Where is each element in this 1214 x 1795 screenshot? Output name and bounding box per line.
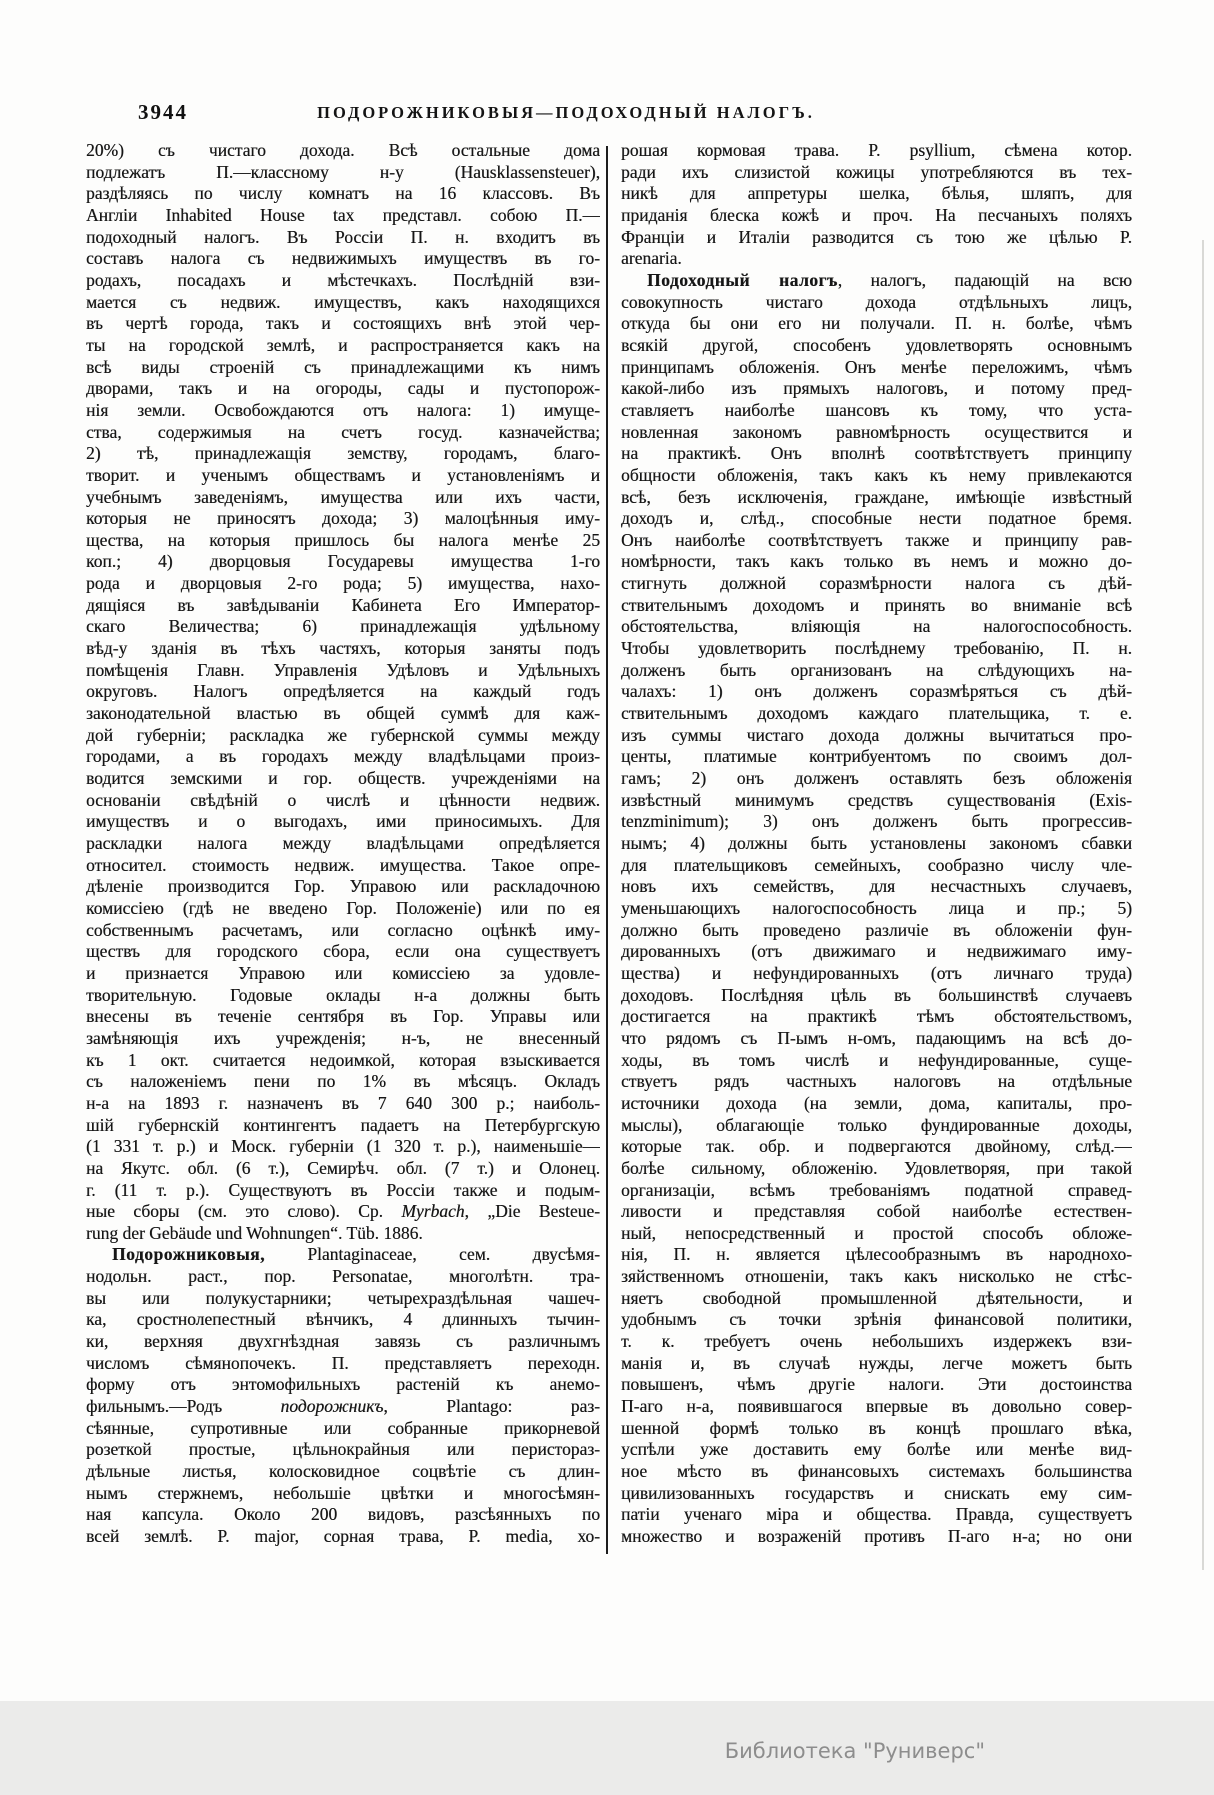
- text-line: комиссіею (гдѣ не введено Гор. Положеніе) или по ея: [86, 897, 600, 918]
- text-line: какой-либо изъ прямыхъ налоговъ, и потому пред-: [621, 378, 1132, 399]
- text-line: принципамъ обложенія. Онъ менѣе переложимъ, чѣмъ: [621, 356, 1132, 377]
- text-line: удобнымъ съ точки зрѣнія финансовой политики,: [621, 1309, 1132, 1330]
- text-line: подлежатъ П.—классному н-у (Hausklassensteuer),: [86, 161, 600, 182]
- text-line: доходовъ. Послѣдняя цѣль въ большинствѣ случаевъ: [621, 984, 1132, 1005]
- text-line: ществъ для городского сбора, если она существуетъ: [86, 941, 600, 962]
- text-line: въ чертѣ города, такъ и состоящихъ внѣ этой чер-: [86, 313, 600, 334]
- text-line: манія и, въ случаѣ нужды, легче можетъ быть: [621, 1352, 1132, 1373]
- text-line: центы, платимые контрибуентомъ по своимъ дол-: [621, 746, 1132, 767]
- text-line: ливости и представляя собой наиболѣе естествен-: [621, 1201, 1132, 1222]
- text-line: помѣщенія Главн. Управленія Удѣловъ и Удѣльныхъ: [86, 659, 600, 680]
- text-line: рошая кормовая трава. P. psyllium, сѣмена котор.: [621, 140, 1132, 160]
- text-line: никѣ для аппретуры шелка, бѣлья, шляпъ, для: [621, 183, 1132, 204]
- text-line: (1 331 т. р.) и Моск. губерніи (1 320 т. р.), наименьшіе—: [86, 1136, 600, 1157]
- text-line: основаніи свѣдѣній о числѣ и цѣнности недвиж.: [86, 789, 600, 810]
- text-line: 2) тѣ, принадлежащія земству, городамъ, благо-: [86, 443, 600, 464]
- text-line: ствительнымъ доходомъ и принять во вниманіе всѣ: [621, 594, 1132, 615]
- text-line: съ наложеніемъ пени по 1% въ мѣсяцъ. Окладъ: [86, 1071, 600, 1092]
- text-line: ствительнымъ доходомъ каждаго плательщика, т. е.: [621, 703, 1132, 724]
- right-column: [621, 140, 1132, 1548]
- text-line: дированныхъ (отъ движимаго и недвижимаго иму-: [621, 941, 1132, 962]
- text-line: повышенъ, чѣмъ другіе налоги. Эти достоинства: [621, 1374, 1132, 1395]
- text-line: доходъ и, слѣд., способные нести податное бремя.: [621, 508, 1132, 529]
- text-line: всей землѣ. P. major, сорная трава, P. media, хо-: [86, 1526, 600, 1546]
- text-line: ная капсула. Около 200 видовъ, разсѣянныхъ по: [86, 1504, 600, 1525]
- text-line: собственнымъ расчетамъ, или согласно оцѣнкѣ иму-: [86, 919, 600, 940]
- text-line: Онъ наиболѣе соотвѣтствуетъ также и принципу рав-: [621, 529, 1132, 550]
- text-line: 20%) съ чистаго дохода. Всѣ остальные дома: [86, 140, 600, 160]
- text-line: г. (11 т. р.). Существуютъ въ Россіи также и подым-: [86, 1179, 600, 1200]
- text-line: ки, верхняя двухгнѣздная завязь съ различнымъ: [86, 1331, 600, 1352]
- text-line: щества) и нефундированныхъ (отъ личнаго труда): [621, 962, 1132, 983]
- text-line: успѣли уже доставить ему болѣе или менѣе вид-: [621, 1439, 1132, 1460]
- text-line: творительную. Годовые оклады н-а должны быть: [86, 984, 600, 1005]
- text-line: множество и возраженій противъ П-аго н-а; но они: [621, 1526, 1132, 1546]
- text-line: мается съ недвиж. имуществъ, какъ находящихся: [86, 291, 600, 312]
- text-line: извѣстный минимумъ средствъ существованія (Exis-: [621, 789, 1132, 810]
- text-line: форму отъ энтомофильныхъ растеній къ анемо-: [86, 1374, 600, 1395]
- text-line: нія земли. Освобождаются отъ налога: 1) имуще-: [86, 399, 600, 420]
- text-line: патіи ученаго міра и общества. Правда, существуетъ: [621, 1504, 1132, 1525]
- text-line: н-а на 1893 г. назначенъ въ 7 640 300 р.; наиболь-: [86, 1092, 600, 1113]
- text-line: раздѣляясь по числу комнатъ на 16 классовъ. Въ: [86, 183, 600, 204]
- runivers-watermark: Библиотека "Руниверс": [724, 1739, 985, 1763]
- text-line: внесены въ теченіе сентября въ Гор. Управы или: [86, 1006, 600, 1027]
- text-line: дѣльные листья, колосковидное соцвѣтіе съ длин-: [86, 1461, 600, 1482]
- text-line: шенной формѣ только въ концѣ прошлаго вѣка,: [621, 1417, 1132, 1438]
- text-line: совокупность чистаго дохода отдѣльныхъ лицъ,: [621, 291, 1132, 312]
- text-line: нымъ; 4) должны быть установлены закономъ сбавки: [621, 833, 1132, 853]
- text-line: нодольн. раст., пор. Personatae, многолѣтн. тра-: [86, 1266, 600, 1287]
- text-line: замѣняющія ихъ учрежденія; н-ъ, не внесенный: [86, 1027, 600, 1048]
- text-line: родахъ, посадахъ и мѣстечкахъ. Послѣдній взи-: [86, 269, 600, 290]
- text-line: водится земскими и гор. обществ. учрежденіями на: [86, 768, 600, 789]
- text-line: учебнымъ заведеніямъ, имущества или ихъ части,: [86, 486, 600, 507]
- text-line: новъ ихъ семействъ, для несчастныхъ случаевъ,: [621, 876, 1132, 897]
- left-column: [86, 140, 600, 1548]
- text-line: относител. стоимость недвиж. имущества. Такое опре-: [86, 854, 600, 875]
- text-line: нія, П. н. является цѣлесообразнымъ въ народнохо-: [621, 1244, 1132, 1265]
- text-line: общности обложенія, такъ какъ къ нему привлекаются: [621, 464, 1132, 485]
- text-line: на Якутс. обл. (6 т.), Семирѣч. обл. (7 т.) и Олонец.: [86, 1157, 600, 1178]
- text-line: Франціи и Италіи разводится съ тою же цѣлью P.: [621, 226, 1132, 247]
- text-line: ставляетъ наиболѣе шансовъ къ тому, что уста-: [621, 399, 1132, 420]
- text-line: которыя не приносятъ дохода; 3) малоцѣнныя иму-: [86, 508, 600, 529]
- text-line: обстоятельства, вліяющія на налогоспособность.: [621, 616, 1132, 637]
- text-line: приданія блеска кожѣ и проч. На песчаныхъ поляхъ: [621, 204, 1132, 225]
- text-line: на практикѣ. Онъ вполнѣ соотвѣтствуетъ принципу: [621, 443, 1132, 464]
- text-line: для плательщиковъ семейныхъ, сообразно числу чле-: [621, 854, 1132, 875]
- text-line: розеткой простые, цѣльнокрайныя или перистораз-: [86, 1439, 600, 1460]
- text-line: источники дохода (на земли, дома, капиталы, про-: [621, 1092, 1132, 1113]
- text-line: законодательной властью въ общей суммѣ для каж-: [86, 703, 600, 724]
- text-line: нымъ стержнемъ, небольшіе цвѣтки и многосѣмян-: [86, 1482, 600, 1503]
- text-line: къ 1 окт. считается недоимкой, которая взыскивается: [86, 1049, 600, 1070]
- text-line: всѣ виды строеній съ принадлежащими къ нимъ: [86, 356, 600, 377]
- page-edge-shadow: [1202, 240, 1204, 1570]
- text-line: мыслы), облагающіе только фундированные доходы,: [621, 1114, 1132, 1135]
- text-line: щества, на которыя пришлось бы налога менѣе 25: [86, 529, 600, 550]
- text-line: Подорожниковыя, Plantaginaceae, сем. двусѣмя-: [112, 1244, 600, 1265]
- text-line: раскладки налога между владѣльцами опредѣляется: [86, 833, 600, 853]
- text-line: коп.; 4) дворцовыя Государевы имущества 1-го: [86, 551, 600, 572]
- text-line: arenaria.: [621, 248, 682, 269]
- text-line: рода и дворцовыя 2-го рода; 5) имущества, нахо-: [86, 573, 600, 594]
- text-line: которые так. обр. и подвергаются двойному, слѣд.—: [621, 1136, 1132, 1157]
- text-line: ради ихъ слизистой кожицы употребляются въ тех-: [621, 161, 1132, 182]
- text-line: дящіяся въ завѣдываніи Кабинета Его Император-: [86, 594, 600, 615]
- text-line: изъ суммы чистаго дохода должны вычитаться про-: [621, 724, 1132, 745]
- text-line: дворами, такъ и на огороды, сады и пустопорож-: [86, 378, 600, 399]
- text-line: стигнуть должной соразмѣрности налога съ дѣй-: [621, 573, 1132, 594]
- text-line: ходы, въ томъ числѣ и нефундированные, суще-: [621, 1049, 1132, 1070]
- text-line: вы или полукустарники; четырехраздѣльная чашеч-: [86, 1287, 600, 1308]
- text-line: ное мѣсто въ финансовыхъ системахъ большинства: [621, 1461, 1132, 1482]
- text-line: уменьшающихъ налогоспособность лица и пр.; 5): [621, 897, 1132, 918]
- footer-band: [0, 1701, 1214, 1795]
- running-title: ПОДОРОЖНИКОВЫЯ—ПОДОХОДНЫЙ НАЛОГЪ.: [317, 103, 815, 122]
- text-line: т. к. требуетъ очень небольшихъ издержекъ взи-: [621, 1331, 1132, 1352]
- text-line: и признается Управою или комиссіею за удовле-: [86, 962, 600, 983]
- text-line: Чтобы удовлетворить послѣднему требованію, П. н.: [621, 638, 1132, 659]
- column-divider: [606, 146, 608, 1554]
- text-line: что рядомъ съ П-ымъ н-омъ, падающимъ на всѣ до-: [621, 1027, 1132, 1048]
- text-line: откуда бы они его ни получали. П. н. болѣе, чѣмъ: [621, 313, 1132, 334]
- text-line: округовъ. Налогъ опредѣляется на каждый годъ: [86, 681, 600, 702]
- text-line: скаго Величества; 6) принадлежащія удѣльному: [86, 616, 600, 637]
- text-line: имуществъ и о выгодахъ, ими приносимыхъ. Для: [86, 811, 600, 832]
- text-line: номѣрности, такъ какъ только въ немъ и можно до-: [621, 551, 1132, 572]
- text-line: П-аго н-а, появившагося впервые въ довольно совер-: [621, 1396, 1132, 1417]
- text-line: организаціи, всѣмъ требованіямъ податной справед-: [621, 1179, 1132, 1200]
- text-line: должно быть проведено различіе въ обложеніи фун-: [621, 919, 1132, 940]
- text-line: ный, непосредственный и простой способъ обложе-: [621, 1222, 1132, 1243]
- text-line: ты на городской землѣ, и распространяется какъ на: [86, 334, 600, 355]
- text-line: болѣе сильному, обложенію. Удовлетворяя, при такой: [621, 1157, 1132, 1178]
- text-line: всякій другой, способенъ удовлетворять основнымъ: [621, 334, 1132, 355]
- text-line: зяйственномъ отношеніи, такъ какъ нисколько не стѣс-: [621, 1266, 1132, 1287]
- text-line: творит. и ученымъ обществамъ и установленіямъ и: [86, 464, 600, 485]
- page-number: 3944: [138, 100, 188, 124]
- text-line: Англіи Inhabited House tax представл. собою П.—: [86, 204, 600, 225]
- text-line: Подоходный налогъ, налогъ, падающій на всю: [647, 269, 1132, 290]
- text-line: няетъ свободной промышленной дѣятельности, и: [621, 1287, 1132, 1308]
- text-line: tenzminimum); 3) онъ долженъ быть прогрессив-: [621, 811, 1132, 832]
- text-line: ствуетъ рядъ частныхъ налоговъ на отдѣльные: [621, 1071, 1132, 1092]
- text-line: ства, содержимыя на счетъ госуд. казначейства;: [86, 421, 600, 442]
- text-line: новленная закономъ равномѣрность осуществится и: [621, 421, 1132, 442]
- text-line: сѣянные, супротивные или собранные прикорневой: [86, 1417, 600, 1438]
- text-line: ка, сростнолепестный вѣнчикъ, 4 длинныхъ тычин-: [86, 1309, 600, 1330]
- text-line: чалахъ: 1) онъ долженъ соразмѣряться съ дѣй-: [621, 681, 1132, 702]
- text-line: rung der Gebäude und Wohnungen“. Tüb. 1886.: [86, 1222, 423, 1243]
- text-line: цивилизованныхъ государствъ и снискать ему сим-: [621, 1482, 1132, 1503]
- text-line: дой губерніи; раскладка же губернской суммы между: [86, 724, 600, 745]
- text-line: шій губернскій контингентъ падаетъ на Петербургскую: [86, 1114, 600, 1135]
- text-line: гамъ; 2) онъ долженъ оставлять безъ обложенія: [621, 768, 1132, 789]
- text-line: подоходный налогъ. Въ Россіи П. н. входитъ въ: [86, 226, 600, 247]
- text-line: достигается на практикѣ тѣмъ обстоятельствомъ,: [621, 1006, 1132, 1027]
- text-line: числомъ сѣмянопочекъ. П. представляетъ переходн.: [86, 1352, 600, 1373]
- text-line: фильнымъ.—Родъ подорожникъ, Plantago: раз-: [86, 1396, 600, 1417]
- text-line: долженъ быть организованъ на слѣдующихъ на-: [621, 659, 1132, 680]
- text-line: дѣленіе производится Гор. Управою или раскладочною: [86, 876, 600, 897]
- text-line: составъ налога съ недвижимыхъ имуществъ въ го-: [86, 248, 600, 269]
- text-line: вѣд-у зданія въ тѣхъ частяхъ, которыя заняты подъ: [86, 638, 600, 659]
- text-line: городами, а въ городахъ между владѣльцами произ-: [86, 746, 600, 767]
- text-line: ные сборы (см. это слово). Ср. Myrbach, „Die Besteue-: [86, 1201, 600, 1222]
- text-line: всѣ, безъ исключенія, граждане, имѣющіе извѣстный: [621, 486, 1132, 507]
